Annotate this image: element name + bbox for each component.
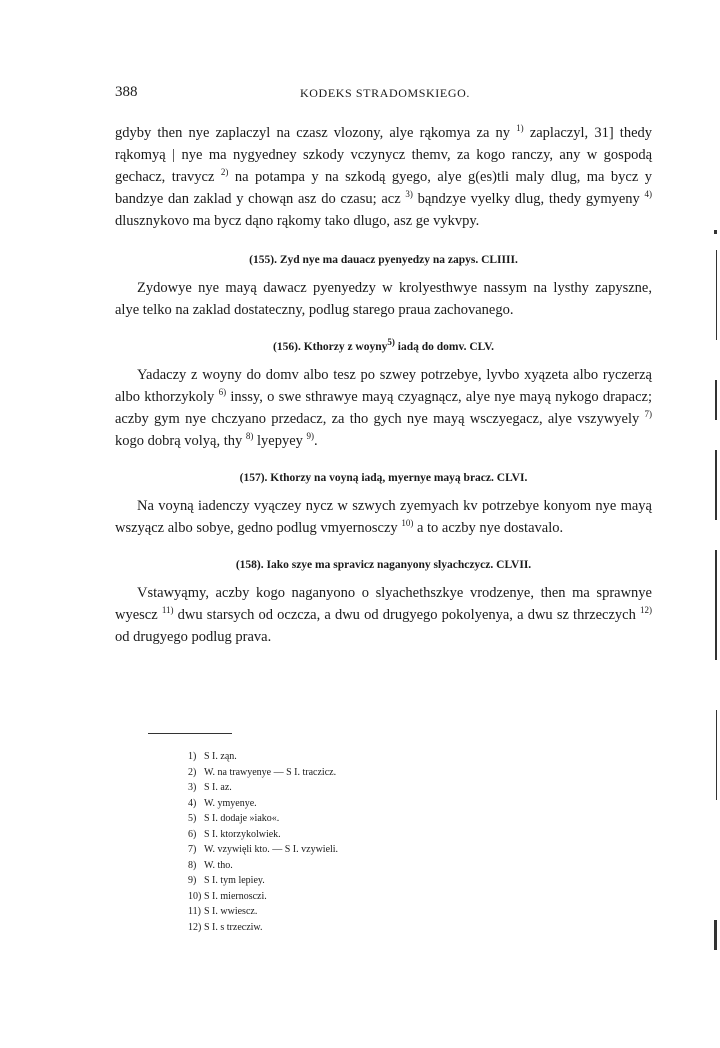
paragraph-continued: gdyby then nye zaplaczyl na czasz vlozony, alye rąkomya za ny $^{1)}$ zaplaczyl, 31] thedy rąkomyą | nye ma nygyedney szkody vczynycz themv, za kogo ranczy, any w gospodą gechacz, travycz $^{2)}$ na potampa y na szkodą gyego, alye g(es)tli maly dlug, ma bycz y bandzye dan zaklad y chowąn asz do czasu; acz $^{3)}$ bąndzye vyelky dlug, thedy gymyeny $^{4)}$ dlusznykovo ma bycz dąno rąkomy tako dlugo, asz ge vykvpy. (115, 123, 653, 229)
footnote: 11) S I. wwiescz. (188, 906, 258, 917)
section-text-156: Yadaczy z woyny do domv albo tesz po szwey potrzebye, lyvbo xyązeta albo ryczerzą albo kthorzykoly $^{6)}$ inssy, o swe sthrawye mayą czyagnącz, alye nye mayą nykogo drapacz; aczby gym nye chczyano przedacz, za tho gych nye mayą wsczyegacz, alye vszywyely $^{7)}$ kogo dobrą volyą, thy $^{8)}$ lyepyey $^{9)}$. (115, 367, 652, 449)
footnote-divider (148, 733, 232, 734)
footnote-ref: 7) (644, 409, 652, 420)
footnote: 5) S I. dodaje »iako«. (188, 813, 280, 824)
footnote-ref: 3) (405, 189, 413, 200)
page-number: 388 (115, 84, 138, 100)
scan-mark (714, 920, 717, 950)
footnote-ref: 9) (306, 431, 315, 442)
footnote: 7) W. vzywięli kto. — S I. vzywieli. (188, 844, 339, 855)
section-heading-155: (155). Zyd nye ma dauacz pyenyedzy na zapys. CLIIII. (249, 254, 518, 266)
scan-mark (715, 450, 717, 520)
scan-mark (715, 550, 717, 660)
footnote-ref: 2) (220, 167, 229, 178)
footnote: 12) S I. s trzecziw. (188, 921, 263, 933)
main-text (115, 122, 652, 648)
footnote-ref: 6) (218, 387, 227, 398)
footnotes (188, 749, 488, 935)
footnote-ref: 5) (387, 337, 395, 348)
page-header (115, 84, 655, 104)
scan-mark (716, 250, 717, 340)
scan-edge-marks (706, 60, 720, 1000)
scan-mark (714, 230, 717, 234)
footnote-ref: 12) (640, 605, 653, 616)
footnote: 3) S I. az. (188, 782, 232, 793)
scan-mark (715, 380, 717, 420)
footnote-ref: 1) (516, 123, 524, 134)
section-text-157: Na voyną iadenczy vyączey nycz w szwych zyemyach kv potrzebye konyom nye mayą wszyącz albo sobye, gedno podlug vmyernosczy $^{10)}$ a to aczby nye dostavalo. (115, 498, 652, 536)
section-text-155: Zydowye nye mayą dawacz pyenyedzy w krolyesthwye nassym na lysthy zapyszne, alye telko na zaklad dostateczny, podlug starego praua zachovanego. (115, 280, 652, 318)
footnote: 10) S I. miernosczi. (188, 890, 267, 902)
footnote: 6) S I. ktorzykolwiek. (188, 828, 281, 840)
section-heading-157: (157). Kthorzy na voyną iadą, myernye mayą bracz. CLVI. (239, 472, 528, 484)
footnote-ref: 4) (644, 189, 652, 200)
section-text-158: Vstawyąmy, aczby kogo naganyono o slyachethszkye vrodzenye, then ma sprawnye wyescz $^{11)}$ dwu starsych od oczcza, a dwu od drugyego pokolyenya, a dwu sz thrzeczych $^{12)}$ od drugyego podlug prava. (115, 585, 653, 645)
footnote-ref: 11) (161, 605, 174, 616)
footnote: 4) W. ymyenye. (188, 797, 257, 809)
footnote: 8) W. tho. (188, 859, 233, 871)
running-title: KODEKS STRADOMSKIEGO. (300, 86, 470, 100)
footnote: 9) S I. tym lepiey. (188, 875, 265, 886)
footnote-ref: 8) (245, 431, 254, 442)
footnote: 1) S I. ząn. (188, 751, 237, 762)
footnote-ref: 10) (401, 518, 414, 529)
section-heading-156: (156). Kthorzy z woyny$^{5)}$ iadą do domv. CLV. (273, 337, 494, 353)
scan-mark (716, 710, 717, 800)
section-heading-158: (158). Iako szye ma spravicz naganyony slyachczycz. CLVII. (235, 559, 532, 571)
footnote: 2) W. na trawyenye — S I. traczicz. (188, 766, 337, 778)
